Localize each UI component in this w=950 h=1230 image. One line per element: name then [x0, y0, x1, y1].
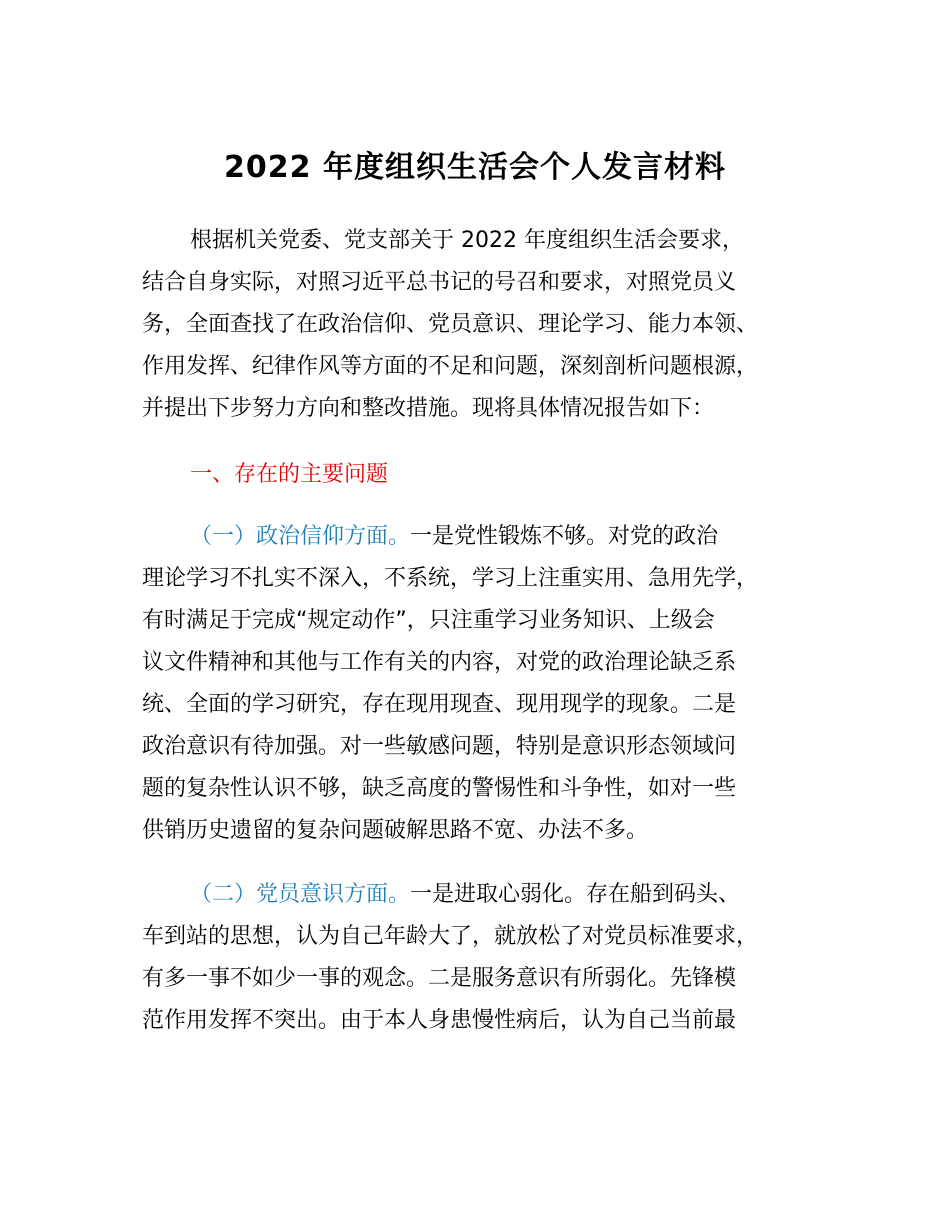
document-title: 2022 年度组织生活会个人发言材料	[224, 150, 726, 185]
subsection-1-line: 议文件精神和其他与工作有关的内容，对党的政治理论缺乏系	[142, 650, 737, 675]
subsection-2-line: 车到站的思想，认为自己年龄大了，就放松了对党员标准要求，	[142, 924, 759, 949]
subsection-1-first-line	[190, 522, 890, 552]
subsection-1-line: 政治意识有待加强。对一些敏感问题，特别是意识形态领域问	[142, 734, 737, 759]
subsection-heading-party-awareness: （二）党员意识方面。	[190, 882, 411, 907]
subsection-2-line: 范作用发挥不突出。由于本人身患慢性病后，认为自己当前最	[142, 1008, 737, 1033]
subsection-heading-political-belief: （一）政治信仰方面。	[190, 524, 411, 549]
subsection-1-first-line-text: 一是党性锻炼不够。对党的政治	[410, 524, 719, 549]
intro-line-3: 务，全面查找了在政治信仰、党员意识、理论学习、能力本领、	[142, 312, 759, 337]
subsection-2-line: 有多一事不如少一事的观念。二是服务意识有所弱化。先锋模	[142, 966, 737, 991]
subsection-1-line: 统、全面的学习研究，存在现用现查、现用现学的现象。二是	[142, 692, 737, 717]
subsection-1-line: 有时满足于完成“规定动作”，只注重学习业务知识、上级会	[142, 608, 715, 633]
intro-line-1: 根据机关党委、党支部关于 2022 年度组织生活会要求，	[190, 228, 744, 253]
section-heading-problems: 一、存在的主要问题	[190, 462, 389, 487]
subsection-2-first-line-text: 一是进取心弱化。存在船到码头、	[410, 882, 741, 907]
subsection-1-line: 供销历史遗留的复杂问题破解思路不宽、办法不多。	[142, 818, 649, 843]
subsection-2-first-line	[190, 880, 890, 910]
intro-line-5: 并提出下步努力方向和整改措施。现将具体情况报告如下：	[142, 396, 715, 421]
subsection-1-line: 题的复杂性认识不够，缺乏高度的警惕性和斗争性，如对一些	[142, 776, 737, 801]
intro-line-4: 作用发挥、纪律作风等方面的不足和问题，深刻剖析问题根源，	[142, 354, 759, 379]
intro-line-2: 结合自身实际，对照习近平总书记的号召和要求，对照党员义	[142, 270, 737, 295]
subsection-1-line: 理论学习不扎实不深入，不系统，学习上注重实用、急用先学，	[142, 566, 759, 591]
